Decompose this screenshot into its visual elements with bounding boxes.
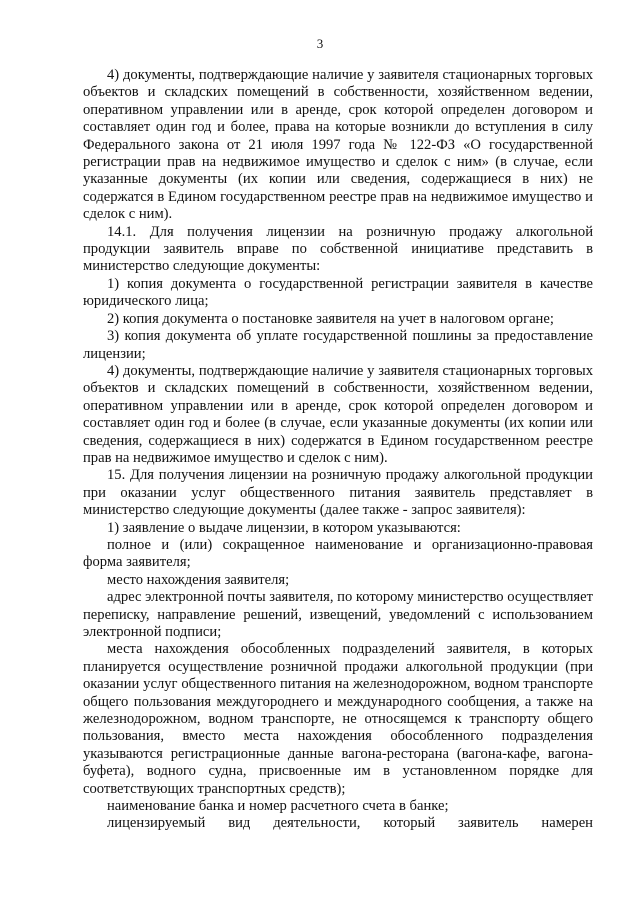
paragraph: лицензируемый вид деятельности, который заявитель намерен: [107, 815, 593, 832]
paragraph: места нахождения обособленных подразделений заявителя, в которых планируется осуществление розничной продажи алкогольной продукции (при оказании услуг общественного питания на железнодорожном, водном транспорте общего пользования междугороднего и международного сообщения, а также на железнодорожном, водном транспорте, не относящемся к транспорту общего пользования, вместо места нахождения обособленного подразделения указываются регистрационные данные вагона-ресторана (вагона-кафе, вагона-буфета), водного судна, присвоенные им в установленном порядке для соответствующих транспортных средств);: [83, 641, 593, 797]
page-body: [83, 67, 593, 833]
paragraph: 15. Для получения лицензии на розничную продажу алкогольной продукции при оказании услуг общественного питания заявитель представляет в министерство следующие документы (далее также - запрос заявителя):: [83, 467, 593, 519]
page-number: 3: [316, 36, 324, 51]
paragraph: 1) заявление о выдаче лицензии, в котором указываются:: [107, 519, 461, 536]
paragraph: 4) документы, подтверждающие наличие у заявителя стационарных торговых объектов и складских помещений в собственности, хозяйственном ведении, оперативном управлении или в аренде, срок которой определен договором и составляет один год и более (в случае, если указанные документы (их копии или сведения, содержащиеся в них) содержатся в Едином государственном реестре прав на недвижимое имущество и сделок с ним).: [83, 362, 593, 466]
paragraph: 1) копия документа о государственной регистрации заявителя в качестве юридического лица;: [83, 275, 593, 310]
paragraph: адрес электронной почты заявителя, по которому министерство осуществляет переписку, направление решений, извещений, уведомлений с использованием электронной подписи;: [83, 589, 593, 640]
paragraph: наименование банка и номер расчетного счета в банке;: [107, 798, 449, 815]
paragraph: полное и (или) сокращенное наименование и организационно-правовая форма заявителя;: [83, 536, 593, 571]
paragraph: место нахождения заявителя;: [107, 571, 290, 588]
paragraph: 3) копия документа об уплате государственной пошлины за предоставление лицензии;: [83, 328, 593, 362]
paragraph: 4) документы, подтверждающие наличие у заявителя стационарных торговых объектов и складских помещений в собственности, хозяйственном ведении, оперативном управлении или в аренде, срок которой определен договором и составляет один год и более, права на которые возникли до вступления в силу Федерального закона от 21 июля 1997 года № 122-ФЗ «О государственной регистрации прав на недвижимое имущество и сделок с ним» (в случае, если указанные документы (их копии или сведения, содержащиеся в них) не содержатся в Едином государственном реестре прав на недвижимое имущество и сделок с ним).: [83, 67, 593, 223]
paragraph: 14.1. Для получения лицензии на розничную продажу алкогольной продукции заявитель вправе по собственной инициативе представить в министерство следующие документы:: [83, 223, 593, 275]
paragraph: 2) копия документа о постановке заявителя на учет в налоговом органе;: [107, 310, 554, 327]
